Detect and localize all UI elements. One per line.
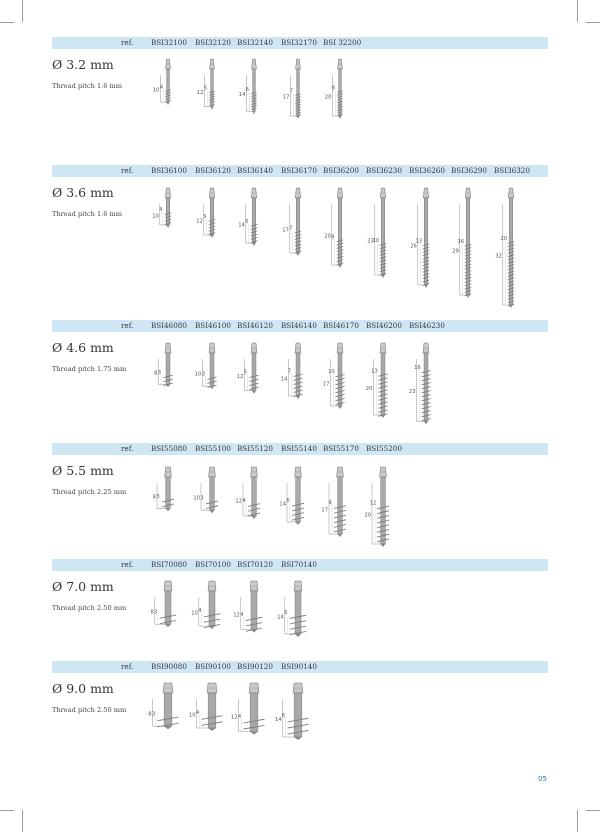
screw-tip bbox=[252, 516, 257, 519]
bone-screw-figure[interactable] bbox=[486, 187, 532, 313]
screw-tip bbox=[338, 534, 343, 537]
ref-code[interactable]: BSI90140 bbox=[281, 662, 317, 671]
screw-tip bbox=[381, 275, 384, 278]
screw-tip bbox=[166, 508, 171, 511]
thread-length-label: 4 bbox=[159, 207, 163, 214]
bone-screw-figure[interactable] bbox=[143, 58, 189, 124]
bone-screw-figure[interactable] bbox=[229, 58, 275, 124]
screw-tip bbox=[167, 102, 170, 105]
total-length-label: 20 bbox=[324, 233, 331, 240]
total-length-label: 12 bbox=[196, 89, 204, 96]
reference-bar bbox=[52, 165, 548, 177]
crop-mark bbox=[22, 0, 23, 22]
ref-code[interactable]: BSI36230 bbox=[366, 166, 402, 175]
ref-code[interactable]: BSI32170 bbox=[281, 38, 317, 47]
total-length-label: 8 bbox=[154, 370, 158, 377]
screw-tip bbox=[296, 253, 299, 256]
thread-pitch: Thread pitch 2.25 mm bbox=[52, 488, 127, 496]
thread-length-label: 6 bbox=[286, 497, 290, 504]
ref-code[interactable]: BSI36100 bbox=[151, 166, 187, 175]
ref-label: ref. bbox=[121, 662, 134, 671]
ref-code[interactable]: BSI36120 bbox=[195, 166, 231, 175]
bone-screw-figure[interactable] bbox=[229, 187, 275, 251]
bone-screw-figure[interactable] bbox=[143, 342, 189, 398]
bone-screw-figure[interactable] bbox=[273, 187, 319, 261]
thread-length-label: 4 bbox=[195, 710, 200, 717]
bone-screw-figure[interactable] bbox=[315, 342, 361, 416]
screw-tip bbox=[251, 630, 257, 633]
screw-shank bbox=[381, 477, 386, 544]
bone-screw-figure[interactable] bbox=[273, 682, 319, 746]
total-length-label: 12 bbox=[196, 218, 203, 225]
thread-pitch: Thread pitch 1.6 mm bbox=[52, 82, 123, 90]
bone-screw-figure[interactable] bbox=[143, 466, 189, 518]
thread-length-label: 4 bbox=[198, 608, 202, 615]
ref-code[interactable]: BSI70080 bbox=[151, 560, 187, 569]
screw-tip bbox=[424, 421, 428, 424]
ref-code[interactable]: BSI46120 bbox=[237, 321, 273, 330]
total-length-label: 17 bbox=[321, 507, 328, 514]
screw-shank bbox=[296, 477, 301, 522]
screw-shank bbox=[338, 198, 341, 265]
thread-pitch: Thread pitch 2.50 mm bbox=[52, 706, 127, 714]
bone-screw-figure[interactable] bbox=[229, 342, 275, 402]
thread-length-label: 13 bbox=[415, 238, 423, 245]
crop-mark bbox=[586, 810, 600, 811]
thread-length-label: 3 bbox=[201, 371, 206, 378]
total-length-label: 26 bbox=[410, 243, 417, 250]
page-number: 05 bbox=[538, 775, 547, 783]
screw-tip bbox=[253, 111, 256, 114]
ref-code[interactable]: BSI46140 bbox=[281, 321, 317, 330]
ref-code[interactable]: BSI36260 bbox=[409, 166, 445, 175]
total-length-label: 8 bbox=[152, 494, 156, 501]
total-length-label: 14 bbox=[279, 501, 286, 508]
bone-screw-figure[interactable] bbox=[229, 682, 275, 746]
screw-tip bbox=[466, 295, 469, 298]
thread-length-label: 3 bbox=[157, 369, 162, 376]
ref-code[interactable]: BSI46100 bbox=[195, 321, 231, 330]
screw-tip bbox=[295, 634, 301, 637]
ref-code[interactable]: BSI32100 bbox=[151, 38, 187, 47]
thread-length-label: 6 bbox=[245, 87, 250, 93]
screw-shank bbox=[466, 198, 469, 295]
reference-bar bbox=[52, 37, 548, 49]
total-length-label: 10 bbox=[193, 495, 200, 502]
screw-shank bbox=[211, 69, 214, 107]
ref-code[interactable]: BSI70100 bbox=[195, 560, 231, 569]
ref-code[interactable]: BSI55140 bbox=[281, 444, 317, 453]
diameter-heading: Ø 3.6 mm bbox=[52, 185, 114, 200]
screw-shank bbox=[166, 477, 171, 508]
ref-code[interactable]: BSI55170 bbox=[323, 444, 359, 453]
ref-label: ref. bbox=[121, 444, 134, 453]
total-length-label: 14 bbox=[280, 376, 288, 383]
ref-code[interactable]: BSI36170 bbox=[281, 166, 317, 175]
bone-screw-figure[interactable] bbox=[401, 342, 447, 434]
bone-screw-figure[interactable] bbox=[315, 187, 361, 273]
bone-screw-figure[interactable] bbox=[443, 187, 489, 303]
ref-label: ref. bbox=[121, 560, 134, 569]
ref-code[interactable]: BSI70120 bbox=[237, 560, 273, 569]
thread-length-label: 3 bbox=[151, 711, 156, 718]
diameter-heading: Ø 4.6 mm bbox=[52, 340, 114, 355]
screw-tip bbox=[296, 396, 300, 399]
bone-screw-figure[interactable] bbox=[401, 187, 447, 293]
ref-code[interactable]: BSI90120 bbox=[237, 662, 273, 671]
ref-code[interactable]: BSI46080 bbox=[151, 321, 187, 330]
crop-mark bbox=[0, 22, 14, 23]
ref-code[interactable]: BSI90100 bbox=[195, 662, 231, 671]
total-length-label: 10 bbox=[188, 712, 196, 719]
screw-tip bbox=[296, 522, 301, 525]
total-length-label: 23 bbox=[408, 389, 416, 396]
screw-shank bbox=[294, 693, 302, 737]
total-length-label: 20 bbox=[365, 386, 373, 392]
screw-tip bbox=[210, 510, 215, 513]
reference-bar bbox=[52, 559, 548, 571]
screw-tip bbox=[211, 107, 214, 110]
total-length-label: 8 bbox=[148, 711, 152, 718]
thread-length-label: 3 bbox=[154, 609, 158, 616]
thread-length-label: 16 bbox=[414, 365, 421, 372]
thread-length-label: 10 bbox=[372, 238, 380, 244]
screw-shank bbox=[297, 69, 300, 116]
bone-screw-figure[interactable] bbox=[229, 466, 275, 524]
thread-length-label: 3 bbox=[156, 493, 160, 500]
screw-tip bbox=[294, 737, 302, 740]
screw-tip bbox=[509, 305, 512, 308]
thread-length-label: 12 bbox=[369, 500, 377, 507]
bone-screw-figure[interactable] bbox=[315, 58, 361, 124]
total-length-label: 14 bbox=[274, 717, 282, 723]
screw-shank bbox=[253, 69, 256, 111]
thread-pitch: Thread pitch 2.50 mm bbox=[52, 604, 127, 612]
thread-pitch: Thread pitch 1.75 mm bbox=[52, 365, 127, 373]
bone-screw-figure[interactable] bbox=[187, 580, 233, 642]
crop-mark bbox=[577, 0, 578, 22]
bone-screw-figure[interactable] bbox=[229, 580, 275, 642]
screw-shank bbox=[164, 693, 172, 726]
total-length-label: 17 bbox=[282, 227, 289, 234]
ref-code[interactable]: BSI46200 bbox=[366, 321, 402, 330]
screw-tip bbox=[424, 285, 427, 288]
bone-screw-figure[interactable] bbox=[143, 187, 189, 233]
ref-label: ref. bbox=[121, 321, 134, 330]
screw-tip bbox=[165, 624, 171, 627]
total-length-label: 8 bbox=[150, 609, 154, 616]
bone-screw-figure[interactable] bbox=[315, 466, 361, 542]
bone-screw-figure[interactable] bbox=[273, 342, 319, 404]
diameter-heading: Ø 7.0 mm bbox=[52, 579, 114, 594]
ref-code[interactable]: BSI32140 bbox=[237, 38, 273, 47]
crop-mark bbox=[0, 810, 14, 811]
screw-shank bbox=[165, 591, 171, 624]
thread-length-label: 5 bbox=[243, 369, 248, 376]
ref-code[interactable]: BSI 32200 bbox=[323, 38, 362, 47]
bone-screw-figure[interactable] bbox=[187, 466, 233, 520]
ref-code[interactable]: BSI55080 bbox=[151, 444, 187, 453]
bone-screw-figure[interactable] bbox=[143, 682, 189, 746]
thread-length-label: 6 bbox=[281, 712, 286, 719]
total-length-label: 10 bbox=[152, 213, 159, 220]
ref-code[interactable]: BSI36290 bbox=[451, 166, 487, 175]
screw-tip bbox=[381, 415, 385, 418]
bone-screw-figure[interactable] bbox=[273, 580, 319, 642]
thread-length-label: 6 bbox=[284, 609, 288, 616]
thread-length-label: 4 bbox=[240, 611, 244, 618]
total-length-label: 10 bbox=[194, 371, 202, 378]
total-length-label: 12 bbox=[233, 612, 240, 619]
ref-code[interactable]: BSI36200 bbox=[323, 166, 359, 175]
total-length-label: 10 bbox=[191, 610, 198, 617]
thread-length-label: 16 bbox=[457, 238, 465, 245]
thread-length-label: 13 bbox=[371, 368, 378, 375]
screw-tip bbox=[166, 384, 170, 387]
bone-screw-figure[interactable] bbox=[358, 466, 404, 552]
total-length-label: 20 bbox=[364, 512, 371, 519]
screw-shank bbox=[210, 477, 215, 510]
screw-tip bbox=[381, 544, 386, 547]
screw-shank bbox=[250, 693, 258, 732]
crop-mark bbox=[577, 810, 578, 832]
screw-tip bbox=[209, 626, 215, 629]
ref-code[interactable]: BSI90080 bbox=[151, 662, 187, 671]
total-length-label: 10 bbox=[152, 87, 160, 94]
ref-code[interactable]: BSI36140 bbox=[237, 166, 273, 175]
ref-code[interactable]: BSI46230 bbox=[409, 321, 445, 330]
bone-screw-figure[interactable] bbox=[358, 187, 404, 283]
total-length-label: 17 bbox=[322, 381, 330, 388]
bone-screw-figure[interactable] bbox=[187, 342, 233, 400]
ref-label: ref. bbox=[121, 38, 134, 47]
total-length-label: 23 bbox=[367, 238, 374, 245]
crop-mark bbox=[22, 810, 23, 832]
thread-length-label: 20 bbox=[500, 236, 508, 242]
ref-code[interactable]: BSI46170 bbox=[323, 321, 359, 330]
screw-tip bbox=[252, 243, 255, 246]
ref-label: ref. bbox=[121, 166, 134, 175]
total-length-label: 29 bbox=[452, 248, 459, 255]
thread-length-label: 8 bbox=[331, 85, 336, 92]
reference-bar bbox=[52, 661, 548, 673]
total-length-label: 14 bbox=[238, 222, 245, 229]
screw-shank bbox=[210, 198, 213, 235]
diameter-heading: Ø 5.5 mm bbox=[52, 463, 114, 478]
thread-length-label: 3 bbox=[200, 495, 204, 502]
screw-shank bbox=[167, 69, 170, 102]
thread-length-label: 5 bbox=[203, 85, 208, 92]
reference-bar bbox=[52, 443, 548, 455]
thread-length-label: 4 bbox=[159, 84, 164, 91]
screw-tip bbox=[166, 225, 169, 228]
ref-code[interactable]: BSI36320 bbox=[494, 166, 530, 175]
screw-tip bbox=[338, 265, 341, 268]
thread-length-label: 7 bbox=[289, 88, 294, 95]
bone-screw-figure[interactable] bbox=[273, 466, 319, 530]
total-length-label: 12 bbox=[230, 714, 238, 721]
total-length-label: 14 bbox=[238, 92, 246, 99]
total-length-label: 12 bbox=[235, 498, 242, 505]
screw-shank bbox=[252, 198, 255, 243]
reference-bar bbox=[52, 320, 548, 332]
total-length-label: 14 bbox=[277, 614, 284, 621]
bone-screw-figure[interactable] bbox=[358, 342, 404, 426]
diameter-heading: Ø 9.0 mm bbox=[52, 681, 114, 696]
screw-tip bbox=[164, 726, 172, 729]
thread-length-label: 6 bbox=[245, 218, 249, 225]
screw-tip bbox=[297, 116, 300, 119]
thread-length-label: 5 bbox=[203, 214, 207, 220]
screw-tip bbox=[210, 386, 214, 389]
thread-length-label: 10 bbox=[328, 369, 335, 375]
bone-screw-figure[interactable] bbox=[187, 682, 233, 746]
screw-tip bbox=[250, 732, 258, 735]
ref-code[interactable]: BSI55200 bbox=[366, 444, 402, 453]
screw-tip bbox=[210, 235, 213, 238]
screw-shank bbox=[339, 69, 342, 116]
thread-length-label: 7 bbox=[287, 368, 292, 375]
diameter-heading: Ø 3.2 mm bbox=[52, 57, 114, 72]
total-length-label: 12 bbox=[236, 373, 244, 380]
ref-code[interactable]: BSI70140 bbox=[281, 560, 317, 569]
thread-length-label: 7 bbox=[289, 225, 293, 232]
thread-pitch: Thread pitch 1.6 mm bbox=[52, 210, 123, 218]
screw-shank bbox=[210, 353, 214, 386]
crop-mark bbox=[586, 22, 600, 23]
screw-shank bbox=[381, 353, 385, 415]
thread-length-label: 9 bbox=[328, 500, 332, 507]
total-length-label: 17 bbox=[282, 94, 290, 101]
bone-screw-figure[interactable] bbox=[187, 187, 233, 243]
total-length-label: 20 bbox=[324, 94, 332, 101]
bone-screw-figure[interactable] bbox=[273, 58, 319, 124]
screw-tip bbox=[338, 406, 342, 409]
ref-code[interactable]: BSI55120 bbox=[237, 444, 273, 453]
screw-tip bbox=[208, 728, 216, 731]
bone-screw-figure[interactable] bbox=[187, 58, 233, 124]
screw-tip bbox=[339, 116, 342, 119]
bone-screw-figure[interactable] bbox=[143, 580, 189, 642]
thread-length-label: 8 bbox=[331, 234, 335, 241]
thread-length-label: 4 bbox=[242, 498, 246, 505]
total-length-label: 32 bbox=[495, 253, 502, 260]
thread-length-label: 4 bbox=[237, 713, 242, 720]
screw-tip bbox=[252, 391, 256, 394]
ref-code[interactable]: BSI32120 bbox=[195, 38, 231, 47]
ref-code[interactable]: BSI55100 bbox=[195, 444, 231, 453]
